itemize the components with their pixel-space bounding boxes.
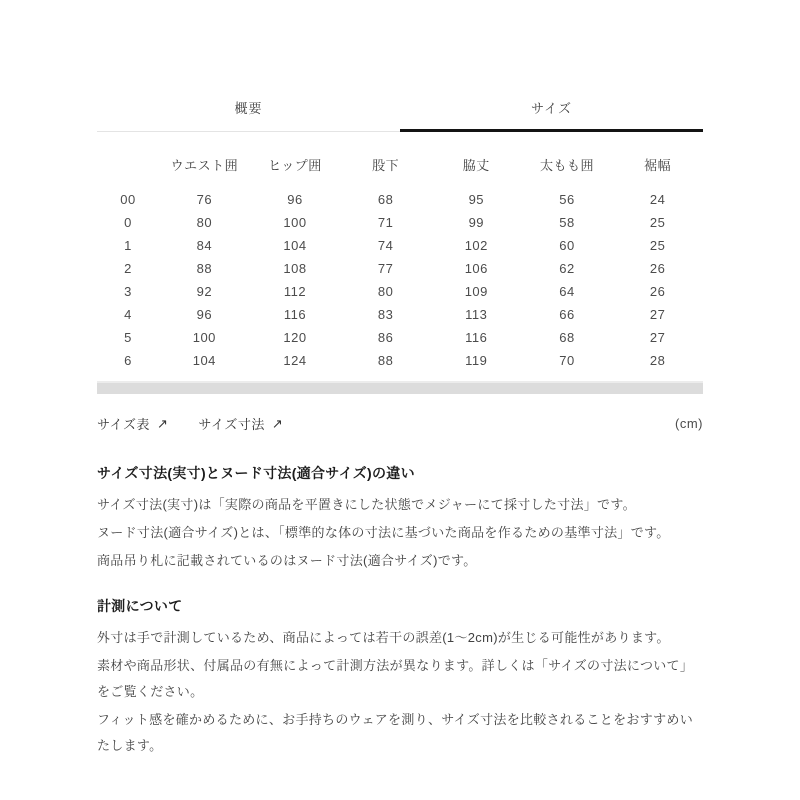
measurement-value: 25 [649, 215, 666, 230]
measurement-value: 109 [464, 284, 488, 299]
tab-bar [97, 88, 703, 132]
size-column-header-blank [97, 154, 159, 188]
size-label: 1 [124, 238, 132, 253]
table-row [97, 211, 703, 234]
size-label: 4 [124, 307, 132, 322]
section-paragraph: 商品吊り札に記載されているのはヌード寸法(適合サイズ)です。 [97, 553, 477, 568]
table-row [97, 257, 703, 280]
size-label: 00 [120, 192, 136, 207]
measurement-value: 24 [649, 192, 666, 207]
text-section [97, 463, 703, 574]
table-row [97, 326, 703, 349]
measurement-value: 104 [192, 353, 216, 368]
measurement-value: 113 [465, 307, 488, 322]
measurement-value: 100 [192, 330, 216, 345]
text-section [97, 596, 703, 759]
measurement-value: 124 [283, 353, 307, 368]
size-label: 2 [124, 261, 132, 276]
size-label: 5 [124, 330, 132, 345]
measurement-value: 88 [196, 261, 213, 276]
measurement-value: 26 [649, 261, 666, 276]
measurement-value: 116 [283, 307, 307, 322]
measurement-value: 112 [283, 284, 307, 299]
section-paragraph: 外寸は手で計測しているため、商品によっては若干の誤差(1〜2cm)が生じる可能性があります。 [97, 630, 670, 645]
section-paragraph: サイズ寸法(実寸)は「実際の商品を平置きにした状態でメジャーにて採寸した寸法」です。 [97, 497, 636, 512]
measurement-value: 76 [196, 192, 213, 207]
external-link-icon: ↗ [271, 416, 284, 431]
measurement-value: 80 [196, 215, 213, 230]
size-chart-link-label: サイズ表 [97, 417, 150, 432]
measurement-value: 100 [283, 215, 307, 230]
measurement-value: 62 [559, 261, 575, 276]
measurement-value: 70 [559, 353, 575, 368]
column-header: ヒップ囲 [268, 157, 322, 173]
links-row [97, 414, 703, 433]
measurement-value: 77 [377, 261, 394, 276]
size-chart-link[interactable] [97, 414, 168, 433]
measurement-value: 25 [649, 238, 666, 253]
unit-note: (cm) [675, 416, 703, 431]
column-header: 裾幅 [644, 157, 672, 173]
explanation-sections [97, 463, 703, 759]
section-paragraph: フィット感を確かめるために、お手持ちのウェアを測り、サイズ寸法を比較されることをおすすめいたします。 [97, 712, 694, 753]
table-row [97, 349, 703, 372]
measurement-value: 120 [283, 330, 307, 345]
measurement-value: 64 [559, 284, 575, 299]
measurement-value: 104 [283, 238, 307, 253]
measurement-value: 60 [559, 238, 575, 253]
tab-overview[interactable]: 概要 [97, 88, 400, 132]
measurement-value: 116 [465, 330, 488, 345]
measurement-value: 96 [196, 307, 213, 322]
measurement-value: 27 [649, 307, 666, 322]
measurement-value: 102 [464, 238, 488, 253]
column-header: 太もも囲 [539, 157, 594, 173]
measurement-value: 83 [377, 307, 394, 322]
size-label: 0 [124, 215, 132, 230]
measurement-value: 88 [377, 353, 394, 368]
measurement-value: 66 [559, 307, 575, 322]
measurement-value: 92 [196, 284, 213, 299]
size-measurement-link-label: サイズ寸法 [198, 417, 265, 432]
measurement-value: 68 [377, 192, 394, 207]
table-horizontal-scrollbar[interactable] [97, 381, 703, 394]
measurement-value: 71 [377, 215, 394, 230]
section-heading: サイズ寸法(実寸)とヌード寸法(適合サイズ)の違い [97, 465, 415, 481]
section-paragraph: 素材や商品形状、付属品の有無によって計測方法が異なります。詳しくは「サイズの寸法について」をご覧ください。 [97, 658, 694, 699]
size-guide-content [97, 0, 703, 759]
tab-size[interactable]: サイズ [400, 88, 703, 132]
measurement-value: 58 [559, 215, 575, 230]
table-row [97, 188, 703, 211]
size-label: 3 [124, 284, 132, 299]
measurement-value: 108 [283, 261, 307, 276]
measurement-value: 74 [377, 238, 394, 253]
measurement-value: 68 [559, 330, 575, 345]
column-header: 脇丈 [462, 157, 490, 173]
measurement-value: 27 [649, 330, 666, 345]
measurement-value: 80 [377, 284, 394, 299]
measurement-value: 106 [464, 261, 488, 276]
column-header: 股下 [372, 157, 400, 173]
table-row [97, 280, 703, 303]
measurement-value: 95 [468, 192, 485, 207]
measurement-value: 28 [649, 353, 666, 368]
measurement-value: 84 [196, 238, 213, 253]
measurement-value: 96 [287, 192, 303, 207]
size-table [97, 154, 703, 372]
size-label: 6 [124, 353, 132, 368]
section-heading: 計測について [97, 598, 183, 614]
size-table-header [97, 154, 703, 188]
measurement-value: 86 [377, 330, 394, 345]
section-paragraph: ヌード寸法(適合サイズ)とは、「標準的な体の寸法に基づいた商品を作るための基準寸法」です。 [97, 525, 670, 540]
measurement-value: 99 [468, 215, 485, 230]
measurement-value: 26 [649, 284, 666, 299]
measurement-value: 56 [559, 192, 575, 207]
table-row [97, 234, 703, 257]
measurement-value: 119 [465, 353, 488, 368]
column-header: ウエスト囲 [170, 157, 239, 173]
links-group [97, 414, 283, 433]
size-measurement-link[interactable] [198, 414, 283, 433]
table-row [97, 303, 703, 326]
external-link-icon: ↗ [156, 416, 169, 431]
